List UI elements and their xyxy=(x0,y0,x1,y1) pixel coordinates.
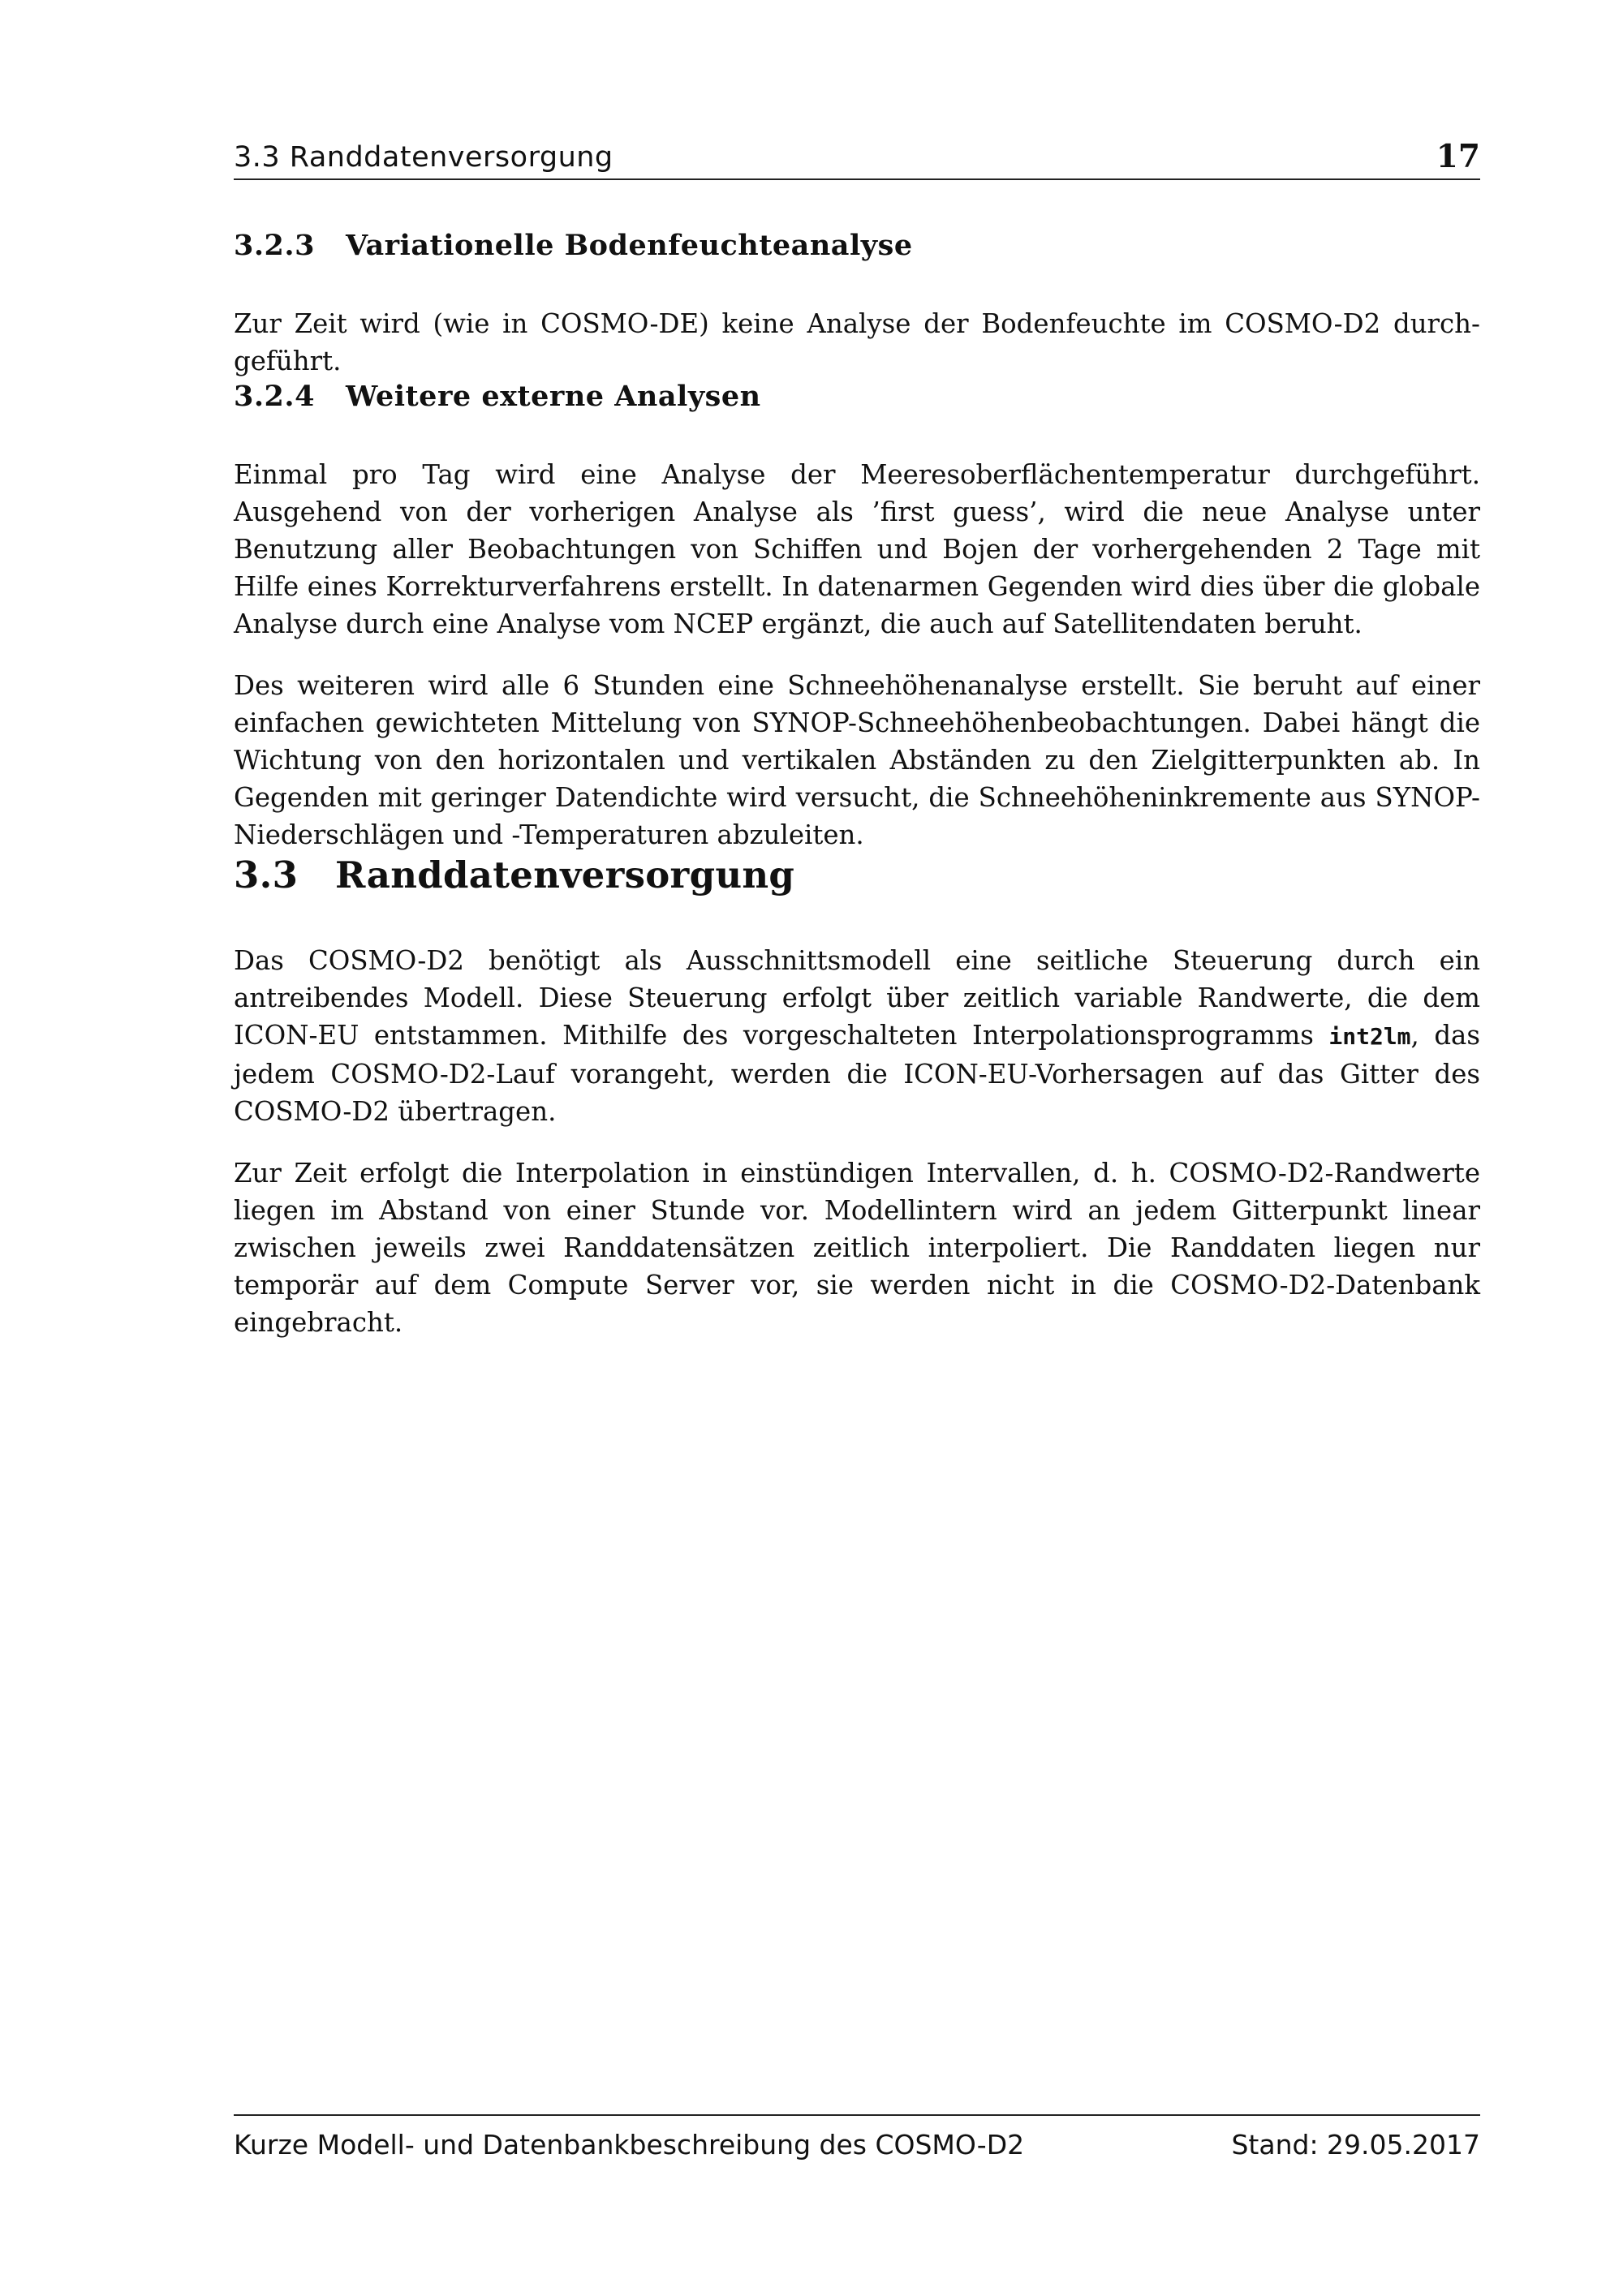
program-name-code: int2lm xyxy=(1328,1023,1411,1050)
paragraph: Einmal pro Tag wird eine Analyse der Meeresoberflächentemperatur durchgeführt. Ausgehend von der vorherigen Analyse als ’first guess’, wird die neue Analyse unter Benutzung aller Beobachtungen von Schiffen und Bojen der vorhergehenden 2 Tage mit Hilfe eines Korrekturverfahrens erstellt. In datenarmen Gegenden wird dies über die globale Analyse durch eine Analyse vom NCEP ergänzt, die auch auf Satellitendaten beruht. xyxy=(234,459,1480,639)
footer-date: Stand: 29.05.2017 xyxy=(1231,2129,1480,2161)
running-header-title: 3.3 Randdatenversorgung xyxy=(234,141,613,174)
page-body xyxy=(234,229,1480,1341)
paragraph-text: , das jedem COSMO-D2-Lauf vorangeht, werden die ICON-EU-Vorhersagen auf das Gitter des COSMO-D2 übertragen. xyxy=(234,1020,1480,1127)
running-footer xyxy=(234,2114,1480,2161)
running-header xyxy=(234,138,1480,180)
footer-document-title: Kurze Modell- und Datenbankbeschreibung des COSMO-D2 xyxy=(234,2129,1025,2161)
page-number: 17 xyxy=(1436,138,1480,175)
subsection-heading-3-2-3 xyxy=(234,229,1480,262)
section-title: Randdatenversorgung xyxy=(335,853,795,896)
section-number: 3.3 xyxy=(234,853,299,896)
paragraph: Des weiteren wird alle 6 Stunden eine Schneehöhenanalyse erstellt. Sie beruht auf einer einfachen gewichteten Mittelung von SYNOP-Schneehöhenbeobachtungen. Dabei hängt die Wichtung von den horizontalen und vertikalen Abständen zu den Zielgitterpunkten ab. In Gegenden mit geringer Datendichte wird versucht, die Schneehöheninkremente aus SYNOP-Niederschlägen und -Temperaturen abzuleiten. xyxy=(234,670,1480,850)
subsection-number: 3.2.4 xyxy=(234,380,315,413)
section-heading-3-3 xyxy=(234,853,1480,896)
paragraph xyxy=(234,942,1480,1130)
subsection-heading-3-2-4 xyxy=(234,380,1480,413)
paragraph-text: Das COSMO-D2 benötigt als Ausschnittsmodell eine seitliche Steuerung durch ein antreibendes Modell. Diese Steuerung erfolgt über zeitlich variable Randwerte, die dem ICON-EU entstammen. Mithilfe des vorgeschalteten Interpolationsprogramms xyxy=(234,945,1480,1051)
paragraph: Zur Zeit erfolgt die Interpolation in einstündigen Intervallen, d. h. COSMO-D2-Randwerte liegen im Abstand von einer Stunde vor. Modellintern wird an jedem Gitterpunkt linear zwischen jeweils zwei Randdatensätzen zeitlich interpoliert. Die Randdaten liegen nur temporär auf dem Compute Server vor, sie werden nicht in die COSMO-D2-Datenbank eingebracht. xyxy=(234,1158,1480,1338)
paragraph: Zur Zeit wird (wie in COSMO-DE) keine Analyse der Bodenfeuchte im COSMO-D2 durchgeführt. xyxy=(234,308,1480,376)
subsection-title: Variationelle Bodenfeuchteanalyse xyxy=(346,229,913,262)
subsection-title: Weitere externe Analysen xyxy=(346,380,761,413)
subsection-number: 3.2.3 xyxy=(234,229,315,262)
